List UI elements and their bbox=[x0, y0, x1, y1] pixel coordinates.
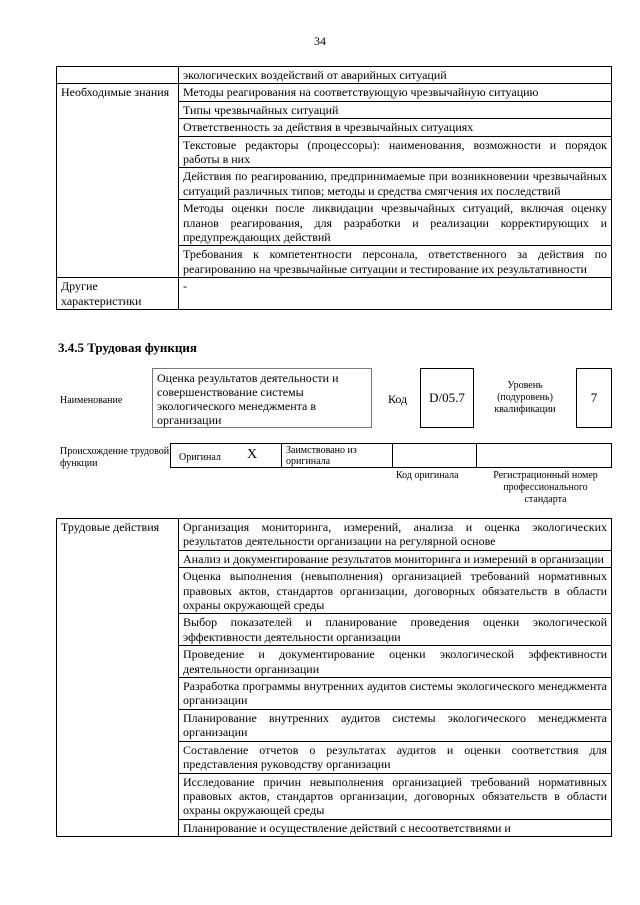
empty-label-cell bbox=[57, 67, 179, 84]
table-cell: Текстовые редакторы (процессоры): наименования, возможности и порядок работы в них bbox=[179, 136, 612, 168]
table-cell: Методы реагирования на соответствующую чрезвычайную ситуацию bbox=[179, 84, 612, 101]
reg-number-label: Регистрационный номер профессионального стандарта bbox=[493, 470, 598, 505]
name-label: Наименование bbox=[60, 395, 123, 406]
code-label: Код bbox=[388, 392, 408, 406]
level-label: Уровень (подуровень) квалификации bbox=[494, 380, 556, 415]
table-cell: Выбор показателей и планирование проведения оценки экологической эффективности деятельности организации bbox=[179, 614, 612, 646]
table-cell: Типы чрезвычайных ситуаций bbox=[179, 101, 612, 118]
knowledge-table bbox=[56, 66, 612, 310]
table-cell: Организация мониторинга, измерений, анализа и оценка экологических результатов деятельности организации на регулярной основе bbox=[179, 519, 612, 551]
other-value: - bbox=[179, 278, 612, 310]
table-cell: Составление отчетов о результатах аудитов и оценки соответствия для представления руководству организации bbox=[179, 741, 612, 773]
table-row bbox=[57, 84, 612, 101]
divider bbox=[392, 443, 393, 468]
table-cell: Разработка программы внутренних аудитов системы экологического менеджмента организации bbox=[179, 678, 612, 710]
table-cell: Планирование внутренних аудитов системы экологического менеджмента организации bbox=[179, 709, 612, 741]
table-cell: Требования к компетентности персонала, ответственного за действия по реагированию на чрезвычайные ситуации и тестирование их результативности bbox=[179, 246, 612, 278]
page-number: 34 bbox=[314, 34, 326, 48]
table-cell: экологических воздействий от аварийных ситуаций bbox=[179, 67, 612, 84]
table-cell: Ответственность за действия в чрезвычайных ситуациях bbox=[179, 119, 612, 136]
table-cell: Анализ и документирование результатов мониторинга и измерений в организации bbox=[179, 550, 612, 567]
name-value: Оценка результатов деятельности и совершенствование системы экологического менеджмента в организации bbox=[152, 368, 372, 428]
level-value: 7 bbox=[576, 368, 612, 428]
code-value: D/05.7 bbox=[420, 368, 474, 428]
code-original-label: Код оригинала bbox=[396, 470, 459, 481]
table-cell: Проведение и документирование оценки экологической эффективности деятельности организации bbox=[179, 646, 612, 678]
table-row bbox=[57, 67, 612, 84]
knowledge-label: Необходимые знания bbox=[57, 84, 179, 278]
table-cell: Методы оценки после ликвидации чрезвычайных ситуаций, включая оценку планов реагирования, для разработки и реализации корректирующих и предупреждающих действий bbox=[179, 200, 612, 246]
labor-label: Трудовые действия bbox=[57, 519, 179, 837]
table-cell: Действия по реагированию, предпринимаемые при возникновении чрезвычайных ситуаций различных типов; методы и средства смягчения их последствий bbox=[179, 168, 612, 200]
other-label: Другие характеристики bbox=[57, 278, 179, 310]
table-cell: Планирование и осуществление действий с несоответствиями и bbox=[179, 819, 612, 836]
divider bbox=[281, 443, 282, 468]
labor-actions-table bbox=[56, 518, 612, 837]
borrowed-label: Заимствовано из оригинала bbox=[286, 445, 357, 467]
origin-box bbox=[170, 443, 612, 468]
original-mark: X bbox=[247, 447, 258, 462]
table-cell: Исследование причин невыполнения организацией требований нормативных правовых актов, стандартов организации, договорных обязательств в области охраны окружающей среды bbox=[179, 773, 612, 819]
table-row bbox=[57, 278, 612, 310]
divider bbox=[476, 443, 477, 468]
origin-label: Происхождение трудовой функции bbox=[60, 446, 170, 469]
section-title: 3.4.5 Трудовая функция bbox=[58, 340, 197, 355]
original-label: Оригинал bbox=[179, 452, 221, 463]
table-row bbox=[57, 519, 612, 551]
table-cell: Оценка выполнения (невыполнения) организацией требований нормативных правовых актов, стандартов организации, договорных обязательств в области охраны окружающей среды bbox=[179, 568, 612, 614]
